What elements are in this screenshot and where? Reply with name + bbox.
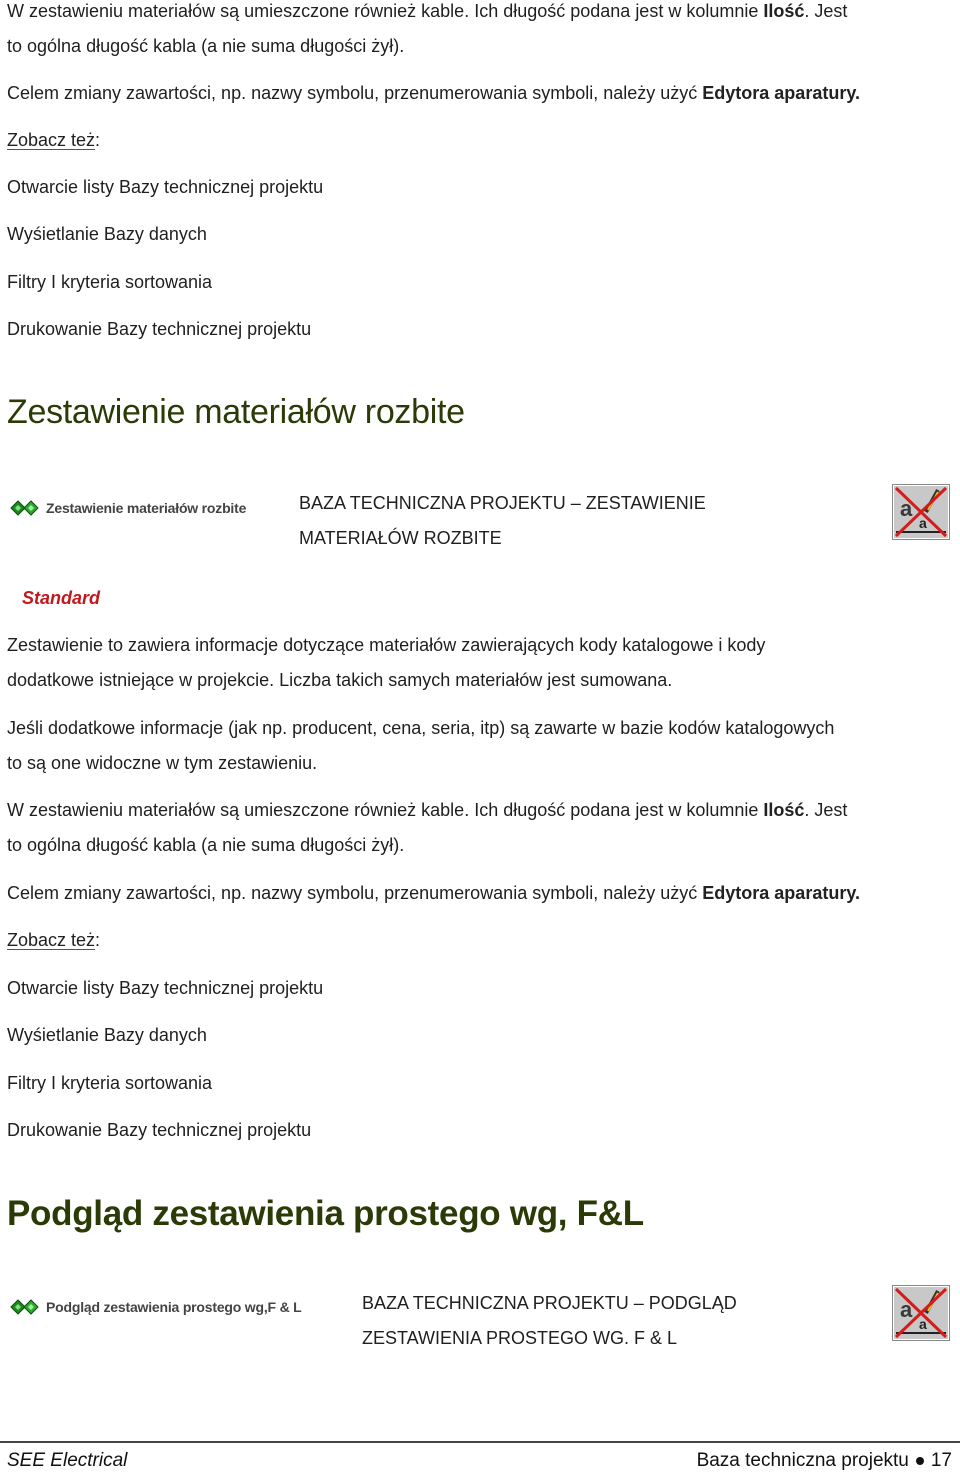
menu-path-line2: MATERIAŁÓW ROZBITE	[299, 528, 502, 548]
bold-ilosc: Ilość	[763, 800, 805, 820]
link-display-db-s1[interactable]: Wyśietlanie Bazy danych	[7, 1025, 207, 1045]
menu-path-line1: BAZA TECHNICZNA PROJEKTU – ZESTAWIENIE	[299, 493, 706, 513]
footer-chapter	[697, 1450, 952, 1472]
paragraph-cables-s1: W zestawieniu materiałów są umieszczone również kable. Ich długość podana jest w kolumnie Ilość. Jest	[7, 800, 848, 820]
paragraph-cables-line2: to ogólna długość kabla (a nie suma długości żył).	[7, 36, 405, 56]
menu-item-label: Podgląd zestawienia prostego wg,F & L	[46, 1299, 302, 1315]
svg-text:a: a	[919, 515, 927, 531]
bullet-dot-icon	[916, 1457, 924, 1465]
link-open-list[interactable]: Otwarcie listy Bazy technicznej projektu	[7, 177, 324, 197]
link-open-list-s1[interactable]: Otwarcie listy Bazy technicznej projektu	[7, 978, 324, 998]
menu-path-line2: ZESTAWIENIA PROSTEGO WG. F & L	[362, 1328, 678, 1348]
crossed-out-symbol-edit-icon	[892, 484, 950, 540]
crossed-out-symbol-edit-icon	[892, 1285, 950, 1341]
link-printing[interactable]: Drukowanie Bazy technicznej projektu	[7, 319, 312, 339]
para1-line2: dodatkowe istniejące w projekcie. Liczba takich samych materiałów jest sumowana.	[7, 670, 673, 690]
svg-text:a: a	[900, 496, 913, 521]
footer-product: SEE Electrical	[7, 1450, 128, 1471]
link-filters-s1[interactable]: Filtry I kryteria sortowania	[7, 1073, 213, 1093]
menu-item-zestawienie	[10, 495, 246, 521]
para2-line2: to są one widoczne w tym zestawieniu.	[7, 753, 318, 773]
see-also-link[interactable]: Zobacz też	[7, 930, 96, 950]
bold-edytor: Edytora aparatury.	[702, 83, 861, 103]
section-heading-podglad: Podgląd zestawienia prostego wg, F&L	[7, 1194, 644, 1233]
bold-ilosc: Ilość	[763, 1, 805, 21]
see-also-link[interactable]: Zobacz też	[7, 130, 96, 150]
bold-edytor: Edytora aparatury.	[702, 883, 861, 903]
see-also-s1: Zobacz też:	[7, 930, 101, 950]
menu-item-label: Zestawienie materiałów rozbite	[46, 500, 247, 516]
standard-label: Standard	[22, 588, 101, 608]
link-display-db[interactable]: Wyśietlanie Bazy danych	[7, 224, 207, 244]
paragraph-cables: W zestawieniu materiałów są umieszczone również kable. Ich długość podana jest w kolumnie Ilość. Jest	[7, 1, 848, 21]
see-also: Zobacz też:	[7, 130, 101, 150]
menu-path-line1: BAZA TECHNICZNA PROJEKTU – PODGLĄD	[362, 1293, 737, 1313]
paragraph-edit-s1: Celem zmiany zawartości, np. nazwy symbolu, przenumerowania symboli, należy użyć Edytora aparatury.	[7, 883, 861, 903]
paragraph-cables-s1-line2: to ogólna długość kabla (a nie suma długości żył).	[7, 835, 405, 855]
link-filters[interactable]: Filtry I kryteria sortowania	[7, 272, 213, 292]
green-diamonds-icon	[10, 1299, 40, 1315]
menu-item-podglad	[10, 1294, 302, 1320]
link-printing-s1[interactable]: Drukowanie Bazy technicznej projektu	[7, 1120, 312, 1140]
paragraph-edit: Celem zmiany zawartości, np. nazwy symbolu, przenumerowania symboli, należy użyć Edytora aparatury.	[7, 83, 861, 103]
section-heading-zestawienie: Zestawienie materiałów rozbite	[7, 393, 465, 431]
footer-divider	[0, 1441, 960, 1443]
para1-line1: Zestawienie to zawiera informacje dotyczące materiałów zawierających kody katalogowe i kody	[7, 635, 766, 655]
para2-line1: Jeśli dodatkowe informacje (jak np. producent, cena, seria, itp) są zawarte w bazie kodów katalogowych	[7, 718, 835, 738]
svg-text:a: a	[919, 1316, 927, 1332]
footer-chapter-title: Baza techniczna projektu	[696, 1450, 909, 1471]
svg-text:a: a	[900, 1297, 913, 1322]
green-diamonds-icon	[10, 500, 40, 516]
page-number: 17	[930, 1450, 952, 1471]
